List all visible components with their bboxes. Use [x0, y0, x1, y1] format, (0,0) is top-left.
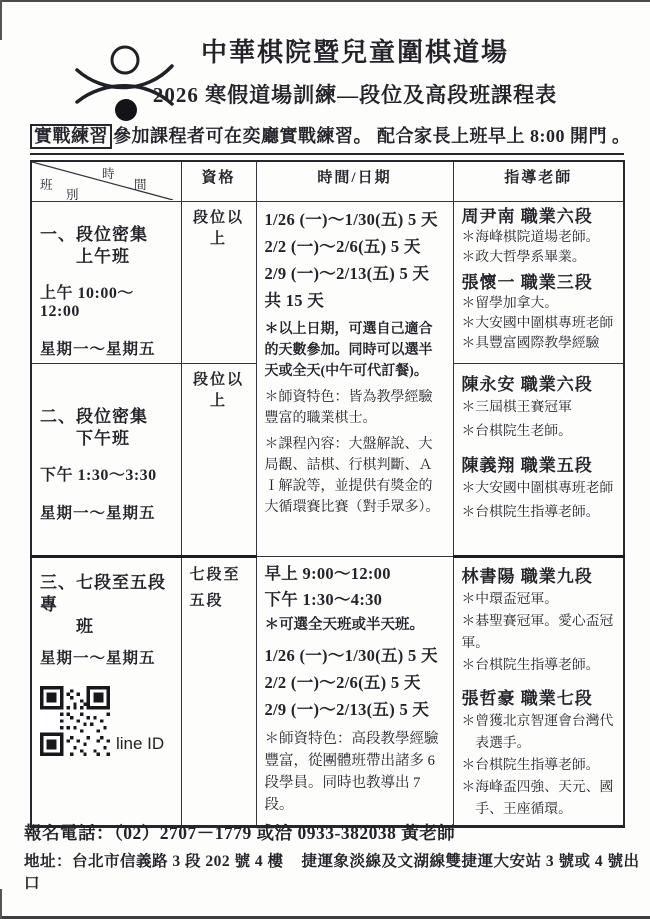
- class-days: 星期一～星期五: [40, 340, 156, 358]
- page-title: 中華棋院暨兒童圍棋道場: [200, 38, 509, 67]
- teacher-credential: ＊台棋院生指導老師。: [461, 503, 600, 519]
- teacher-credential: ＊大安國中圍棋專班老師: [461, 479, 614, 495]
- teacher-name: 周尹南 職業六段: [461, 206, 593, 226]
- corner-time-label2: 間: [134, 178, 147, 192]
- teacher-name: 陳義翔 職業五段: [461, 455, 593, 475]
- date-line: 2/9 (一)～2/13(五) 5 天: [264, 699, 430, 719]
- qualification-cell-advanced: [181, 556, 256, 826]
- date-line: 2/9 (一)～2/13(五) 5 天: [264, 263, 430, 283]
- qualification-cell-morning: 段位以上: [181, 201, 256, 363]
- course-schedule-table: [30, 160, 625, 828]
- teacher-credential: ＊大安國中圍棋專班老師: [461, 314, 614, 330]
- schedule-cell-advanced: [256, 556, 453, 826]
- schedule-cell-dan-classes: [256, 201, 453, 556]
- teacher-group: [462, 272, 616, 353]
- corner-class-label2: 別: [66, 188, 79, 201]
- teacher-group: [462, 206, 616, 267]
- teacher-name: 陳永安 職業六段: [461, 374, 593, 394]
- qualification-line: 五段: [189, 592, 224, 609]
- class-number: 一、段位密集: [40, 224, 148, 244]
- scan-edge-left: [0, 0, 2, 40]
- class-name: 上午班: [76, 246, 130, 266]
- note-choice: ＊可選全天班或半天班。: [264, 616, 424, 633]
- teacher-group: [462, 688, 616, 820]
- qualification-cell-afternoon: 段位以上: [181, 363, 256, 556]
- corner-time-label: 時: [102, 167, 115, 181]
- teacher-credential: ＊海峰棋院道場老師。: [461, 228, 600, 244]
- date-line: 1/26 (一)～1/30(五) 5 天: [264, 209, 438, 229]
- class-time: 下午 1:30～3:30: [40, 466, 157, 484]
- address-line: [24, 849, 650, 893]
- scan-edge-left-bottom: [0, 889, 2, 919]
- teachers-cell-afternoon: [453, 363, 624, 556]
- teacher-credential: ＊台棋院生老師。: [461, 422, 572, 438]
- teacher-credential: ＊具豐富國際教學經驗: [461, 334, 600, 350]
- teacher-credential: ＊台棋院生指導老師。: [461, 656, 600, 672]
- class-number: 二、段位密集: [40, 406, 148, 426]
- teacher-name: 林書陽 職業九段: [461, 566, 593, 586]
- teacher-credential: ＊政大哲學系畢業。: [461, 248, 586, 264]
- class-name: 班: [76, 616, 94, 636]
- directions-text: 捷運象淡線及文湖線雙捷運大安站 3 號或 4 號出口: [24, 853, 640, 892]
- teacher-credential: ＊中環盃冠軍。: [461, 590, 559, 606]
- class-time: 上午 10:00～12:00: [40, 284, 134, 320]
- table-row-advanced-class: [31, 556, 624, 826]
- time-line: 下午 1:30～4:30: [264, 589, 383, 609]
- teacher-credential: ＊碁聖賽冠軍。愛心盃冠軍。: [461, 612, 614, 650]
- qr-code-label: line ID: [116, 733, 165, 753]
- class-cell-advanced: [31, 556, 181, 826]
- class-number: 三、七段至五段專: [40, 572, 166, 614]
- corner-header-cell: [31, 161, 181, 201]
- class-days: 星期一～星期五: [40, 649, 156, 667]
- teacher-name: 張懷一 職業三段: [461, 272, 593, 292]
- note-faculty: ＊師資特色：皆為教學經驗豐富的職業棋士。: [264, 389, 433, 426]
- page-subtitle: 2026 寒假道場訓練—段位及高段班課程表: [152, 83, 558, 107]
- teacher-group: [462, 374, 616, 443]
- column-header-qualification: 資格: [181, 161, 256, 201]
- notice-text: 參加課程者可在奕廳實戰練習。 配合家長上班早上 8:00 開門 。: [113, 126, 631, 146]
- teacher-credential: ＊台棋院生指導老師。: [461, 756, 600, 772]
- date-total: 共 15 天: [264, 290, 325, 310]
- teacher-credential: ＊三屆棋王賽冠軍: [461, 398, 572, 414]
- teacher-group: [462, 566, 616, 676]
- date-line: 2/2 (一)～2/6(五) 5 天: [264, 236, 421, 256]
- teacher-credential: ＊曾獲北京智運會台灣代表選手。: [461, 712, 614, 750]
- line-qr-code: [40, 686, 110, 756]
- teacher-group: [462, 455, 616, 524]
- notice-highlight-box: 實戰練習: [30, 124, 112, 149]
- note-content: ＊課程內容：大盤解說、大局觀、詰棋、行棋判斷、ＡＩ解說等，並提供有獎金的大循環賽比賽（對手眾多）。: [264, 436, 440, 515]
- class-cell-morning: [31, 201, 181, 363]
- teachers-cell-advanced: [453, 556, 624, 826]
- column-header-teachers: 指導老師: [453, 161, 624, 201]
- teachers-cell-morning: [453, 201, 624, 363]
- teacher-name: 張哲豪 職業七段: [461, 688, 593, 708]
- teacher-credential: ＊海峰盃四強、天元、國手、王座循環。: [461, 778, 614, 816]
- note-dates: ＊以上日期，可選自己適合的天數參加。同時可以選半天或全天(中午可代訂餐)。: [264, 321, 433, 379]
- teacher-credential: ＊留學加拿大。: [461, 294, 559, 310]
- corner-class-label: 班: [40, 178, 53, 192]
- registration-phone: 報名電話：（02）2707－1779 或洽 0933-382038 黃老師: [24, 823, 456, 843]
- time-line: 早上 9:00～12:00: [264, 563, 391, 583]
- scan-edge-top: [0, 0, 650, 2]
- date-line: 1/26 (一)～1/30(五) 5 天: [264, 645, 438, 665]
- note-faculty: ＊師資特色：高段教學經驗豐富，從團體班帶出諸多 6 段學員。同時也教導出 7 段。: [264, 730, 439, 813]
- address-text: 地址：台北市信義路 3 段 202 號 4 樓: [24, 853, 284, 870]
- qualification-line: 七段至: [189, 566, 241, 583]
- column-header-schedule: 時間/日期: [256, 161, 453, 201]
- class-cell-afternoon: [31, 363, 181, 556]
- date-line: 2/2 (一)～2/6(五) 5 天: [264, 672, 421, 692]
- class-days: 星期一～星期五: [40, 504, 156, 522]
- table-row-morning-class: [31, 201, 624, 363]
- practice-notice: [30, 122, 631, 155]
- class-name: 下午班: [76, 428, 130, 448]
